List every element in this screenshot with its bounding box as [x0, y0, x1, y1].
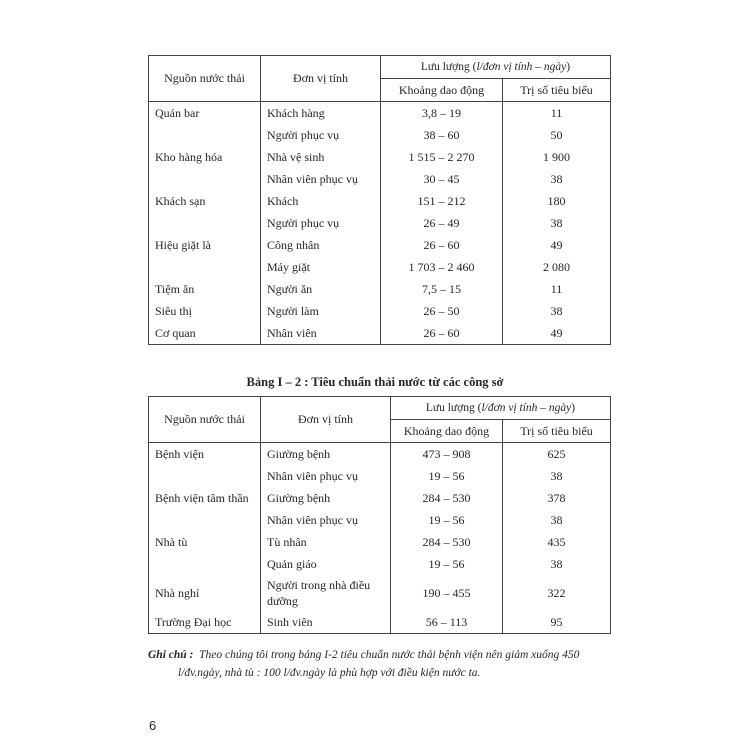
- cell-source: Tiệm ăn: [149, 278, 261, 300]
- table-row: [149, 509, 611, 531]
- table-2-caption: Bảng I – 2 : Tiêu chuẩn thải nước từ các công sở: [246, 375, 504, 389]
- cell-range: 1 515 – 2 270: [381, 146, 503, 168]
- cell-unit: Công nhân: [261, 234, 381, 256]
- table-row: [149, 278, 611, 300]
- cell-source: Hiệu giặt là: [149, 234, 261, 256]
- header-typical: Trị số tiêu biểu: [503, 420, 611, 443]
- table-row: [149, 168, 611, 190]
- cell-range: 26 – 60: [381, 322, 503, 345]
- cell-range: 26 – 49: [381, 212, 503, 234]
- header-source: Nguồn nước thải: [149, 56, 261, 102]
- footnote-label: Ghi chú :: [148, 649, 194, 661]
- table-row: [149, 487, 611, 509]
- cell-source: [149, 465, 261, 487]
- cell-source: Nhà nghỉ: [149, 575, 261, 611]
- table-row: [149, 443, 611, 466]
- cell-unit: Quản giáo: [261, 553, 391, 575]
- cell-source: Quán bar: [149, 102, 261, 125]
- cell-source: Trường Đại học: [149, 611, 261, 634]
- header-flow: Lưu lượng (l/đơn vị tính – ngày): [381, 56, 611, 79]
- cell-unit: Tù nhân: [261, 531, 391, 553]
- cell-unit: Khách: [261, 190, 381, 212]
- table-row: [149, 322, 611, 345]
- cell-typical: 435: [503, 531, 611, 553]
- cell-source: [149, 256, 261, 278]
- cell-unit: Máy giặt: [261, 256, 381, 278]
- cell-typical: 378: [503, 487, 611, 509]
- cell-unit: Sinh viên: [261, 611, 391, 634]
- table-1: [148, 55, 611, 345]
- cell-unit: Người trong nhà điều dưỡng: [261, 575, 391, 611]
- cell-typical: 322: [503, 575, 611, 611]
- cell-range: 284 – 530: [391, 531, 503, 553]
- cell-typical: 11: [503, 102, 611, 125]
- cell-typical: 49: [503, 322, 611, 345]
- cell-source: Bệnh viện tâm thần: [149, 487, 261, 509]
- cell-range: 19 – 56: [391, 465, 503, 487]
- cell-unit: Nhân viên phục vụ: [261, 509, 391, 531]
- cell-source: Khách sạn: [149, 190, 261, 212]
- cell-source: [149, 509, 261, 531]
- cell-source: Cơ quan: [149, 322, 261, 345]
- table-row: [149, 465, 611, 487]
- cell-typical: 38: [503, 465, 611, 487]
- table-2: [148, 396, 611, 634]
- cell-range: 190 – 455: [391, 575, 503, 611]
- table-row: [149, 300, 611, 322]
- cell-source: [149, 553, 261, 575]
- cell-source: Siêu thị: [149, 300, 261, 322]
- cell-source: [149, 212, 261, 234]
- header-range: Khoảng dao động: [391, 420, 503, 443]
- cell-unit: Giường bệnh: [261, 443, 391, 466]
- cell-range: 38 – 60: [381, 124, 503, 146]
- cell-range: 19 – 56: [391, 553, 503, 575]
- table-1-body: [149, 102, 611, 345]
- table-row: [149, 146, 611, 168]
- cell-range: 1 703 – 2 460: [381, 256, 503, 278]
- table-row: [149, 124, 611, 146]
- cell-typical: 38: [503, 509, 611, 531]
- header-source: Nguồn nước thải: [149, 397, 261, 443]
- cell-unit: Nhân viên phục vụ: [261, 168, 381, 190]
- table-row: [149, 102, 611, 125]
- footnote-line-2: l/đv.ngày, nhà tù : 100 l/đv.ngày là phù hợp với điều kiện nước ta.: [178, 667, 481, 679]
- cell-unit: Giường bệnh: [261, 487, 391, 509]
- table-2-body: [149, 443, 611, 634]
- cell-unit: Nhà vệ sinh: [261, 146, 381, 168]
- cell-typical: 38: [503, 212, 611, 234]
- footnote-line-1: Theo chúng tôi trong bảng I-2 tiêu chuẩn nước thải bệnh viện nên giảm xuống 450: [199, 649, 580, 661]
- table-row: [149, 256, 611, 278]
- footnote: [148, 646, 618, 682]
- cell-typical: 11: [503, 278, 611, 300]
- cell-typical: 625: [503, 443, 611, 466]
- header-unit: Đơn vị tính: [261, 56, 381, 102]
- cell-typical: 1 900: [503, 146, 611, 168]
- cell-range: 7,5 – 15: [381, 278, 503, 300]
- cell-range: 26 – 60: [381, 234, 503, 256]
- cell-source: Nhà tù: [149, 531, 261, 553]
- header-typical: Trị số tiêu biểu: [503, 79, 611, 102]
- cell-range: 151 – 212: [381, 190, 503, 212]
- header-range: Khoảng dao động: [381, 79, 503, 102]
- cell-typical: 180: [503, 190, 611, 212]
- table-row: [149, 611, 611, 634]
- cell-range: 30 – 45: [381, 168, 503, 190]
- table-row: [149, 190, 611, 212]
- cell-typical: 38: [503, 168, 611, 190]
- cell-typical: 38: [503, 300, 611, 322]
- cell-typical: 2 080: [503, 256, 611, 278]
- table-row: [149, 531, 611, 553]
- cell-unit: Nhân viên phục vụ: [261, 465, 391, 487]
- table-row: [149, 212, 611, 234]
- cell-typical: 49: [503, 234, 611, 256]
- header-unit: Đơn vị tính: [261, 397, 391, 443]
- header-flow: Lưu lượng (l/đơn vị tính – ngày): [391, 397, 611, 420]
- table-row: [149, 575, 611, 611]
- cell-typical: 38: [503, 553, 611, 575]
- cell-source: Kho hàng hóa: [149, 146, 261, 168]
- cell-range: 3,8 – 19: [381, 102, 503, 125]
- cell-unit: Người ăn: [261, 278, 381, 300]
- cell-source: Bệnh viện: [149, 443, 261, 466]
- cell-range: 19 – 56: [391, 509, 503, 531]
- table-row: [149, 553, 611, 575]
- cell-unit: Người làm: [261, 300, 381, 322]
- page-number: 6: [149, 718, 157, 733]
- cell-range: 56 – 113: [391, 611, 503, 634]
- cell-unit: Người phục vụ: [261, 124, 381, 146]
- cell-unit: Khách hàng: [261, 102, 381, 125]
- cell-source: [149, 124, 261, 146]
- cell-typical: 50: [503, 124, 611, 146]
- cell-range: 26 – 50: [381, 300, 503, 322]
- cell-unit: Người phục vụ: [261, 212, 381, 234]
- table-row: [149, 234, 611, 256]
- cell-range: 473 – 908: [391, 443, 503, 466]
- cell-unit: Nhân viên: [261, 322, 381, 345]
- cell-range: 284 – 530: [391, 487, 503, 509]
- cell-typical: 95: [503, 611, 611, 634]
- cell-source: [149, 168, 261, 190]
